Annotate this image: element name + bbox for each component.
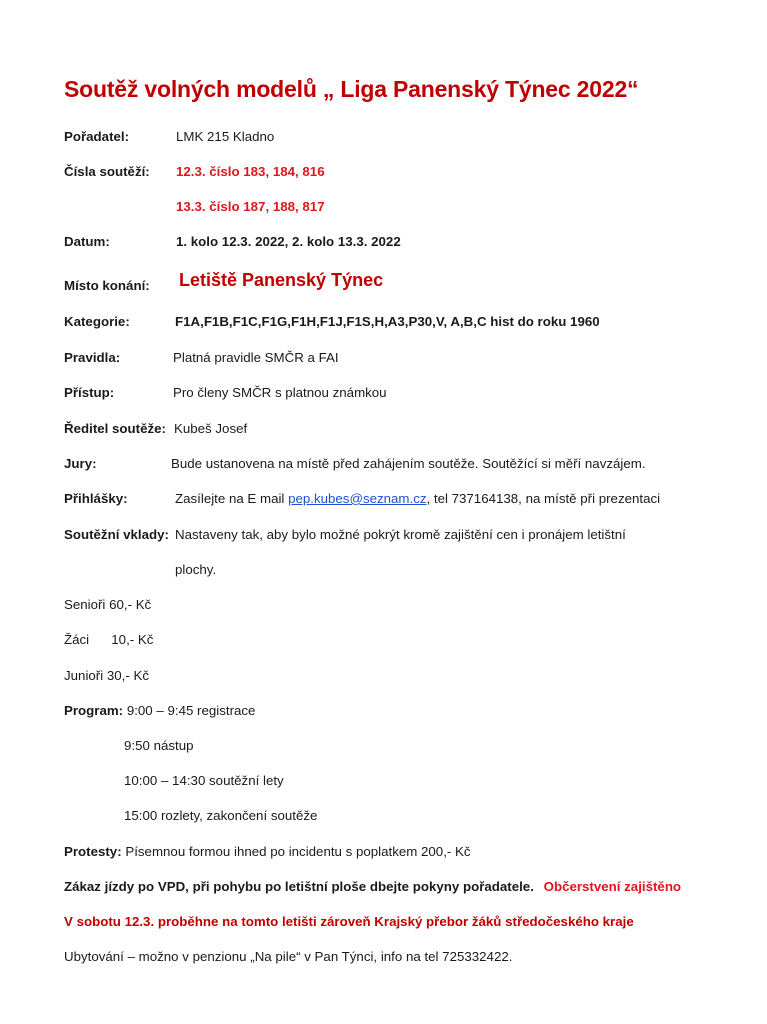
registration-value: [175, 490, 660, 508]
entry-fees-value: Nastaveny tak, aby bylo možné pokrýt kromě zajištění cen i pronájem letištní: [175, 527, 626, 542]
protests-row: [64, 843, 471, 861]
categories-value: F1A,F1B,F1C,F1G,F1H,F1J,F1S,H,A3,P30,V, A,B,C hist do roku 1960: [175, 314, 600, 329]
competition-numbers-label: Čísla soutěží:: [64, 164, 150, 179]
program-item-3: 10:00 – 14:30 soutěžní lety: [124, 773, 284, 788]
registration-prefix: Zasílejte na E mail: [175, 491, 285, 506]
fee-pupils: Žáci 10,- Kč: [64, 632, 154, 647]
program-item-1: 9:00 – 9:45 registrace: [126, 703, 256, 718]
date-value: 1. kolo 12.3. 2022, 2. kolo 13.3. 2022: [176, 234, 401, 249]
rules-label: Pravidla:: [64, 350, 121, 365]
registration-suffix: , tel 737164138, na místě při prezentaci: [426, 491, 661, 506]
protests-value: Písemnou formou ihned po incidentu s poplatkem 200,- Kč: [125, 844, 471, 859]
competition-numbers-day1: 12.3. číslo 183, 184, 816: [176, 164, 325, 179]
jury-label: Jury:: [64, 456, 97, 471]
email-link[interactable]: pep.kubes@seznam.cz: [288, 491, 427, 506]
runway-ban-row: [64, 878, 681, 896]
venue-label: Místo konání:: [64, 278, 150, 293]
runway-ban-text: Zákaz jízdy po VPD, při pohybu po letištní ploše dbejte pokyny pořadatele.: [64, 879, 534, 894]
date-label: Datum:: [64, 234, 110, 249]
venue-value: Letiště Panenský Týnec: [179, 270, 384, 290]
entry-fees-value-2: plochy.: [175, 562, 217, 577]
program-label: Program:: [64, 703, 124, 718]
registration-label: Přihlášky:: [64, 491, 128, 506]
access-label: Přístup:: [64, 385, 115, 400]
entry-fees-label: Soutěžní vklady:: [64, 527, 169, 542]
access-value: Pro členy SMČR s platnou známkou: [173, 385, 387, 400]
fee-seniors: Senioři 60,- Kč: [64, 597, 152, 612]
rules-value: Platná pravidle SMČR a FAI: [173, 350, 339, 365]
page-title: Soutěž volných modelů „ Liga Panenský Týnec 2022“: [64, 76, 639, 102]
fee-juniors: Junioři 30,- Kč: [64, 668, 149, 683]
organizer-value: LMK 215 Kladno: [176, 129, 275, 144]
accommodation-text: Ubytování – možno v penzionu „Na pile“ v Pan Týnci, info na tel 725332422.: [64, 949, 513, 964]
director-value: Kubeš Josef: [174, 421, 248, 436]
program-row: [64, 702, 255, 720]
jury-value: Bude ustanovena na místě před zahájením soutěže. Soutěžící si měří navzájem.: [171, 456, 646, 471]
protests-label: Protesty:: [64, 844, 122, 859]
categories-label: Kategorie:: [64, 314, 130, 329]
director-label: Ředitel soutěže:: [64, 421, 166, 436]
program-item-2: 9:50 nástup: [124, 738, 194, 753]
organizer-label: Pořadatel:: [64, 129, 130, 144]
competition-numbers-day2: 13.3. číslo 187, 188, 817: [176, 199, 325, 214]
refreshments-text: Občerstvení zajištěno: [543, 879, 682, 894]
program-item-4: 15:00 rozlety, zakončení soutěže: [124, 808, 318, 823]
saturday-notice: V sobotu 12.3. proběhne na tomto letišti zároveň Krajský přebor žáků středočeského kraje: [64, 914, 634, 929]
